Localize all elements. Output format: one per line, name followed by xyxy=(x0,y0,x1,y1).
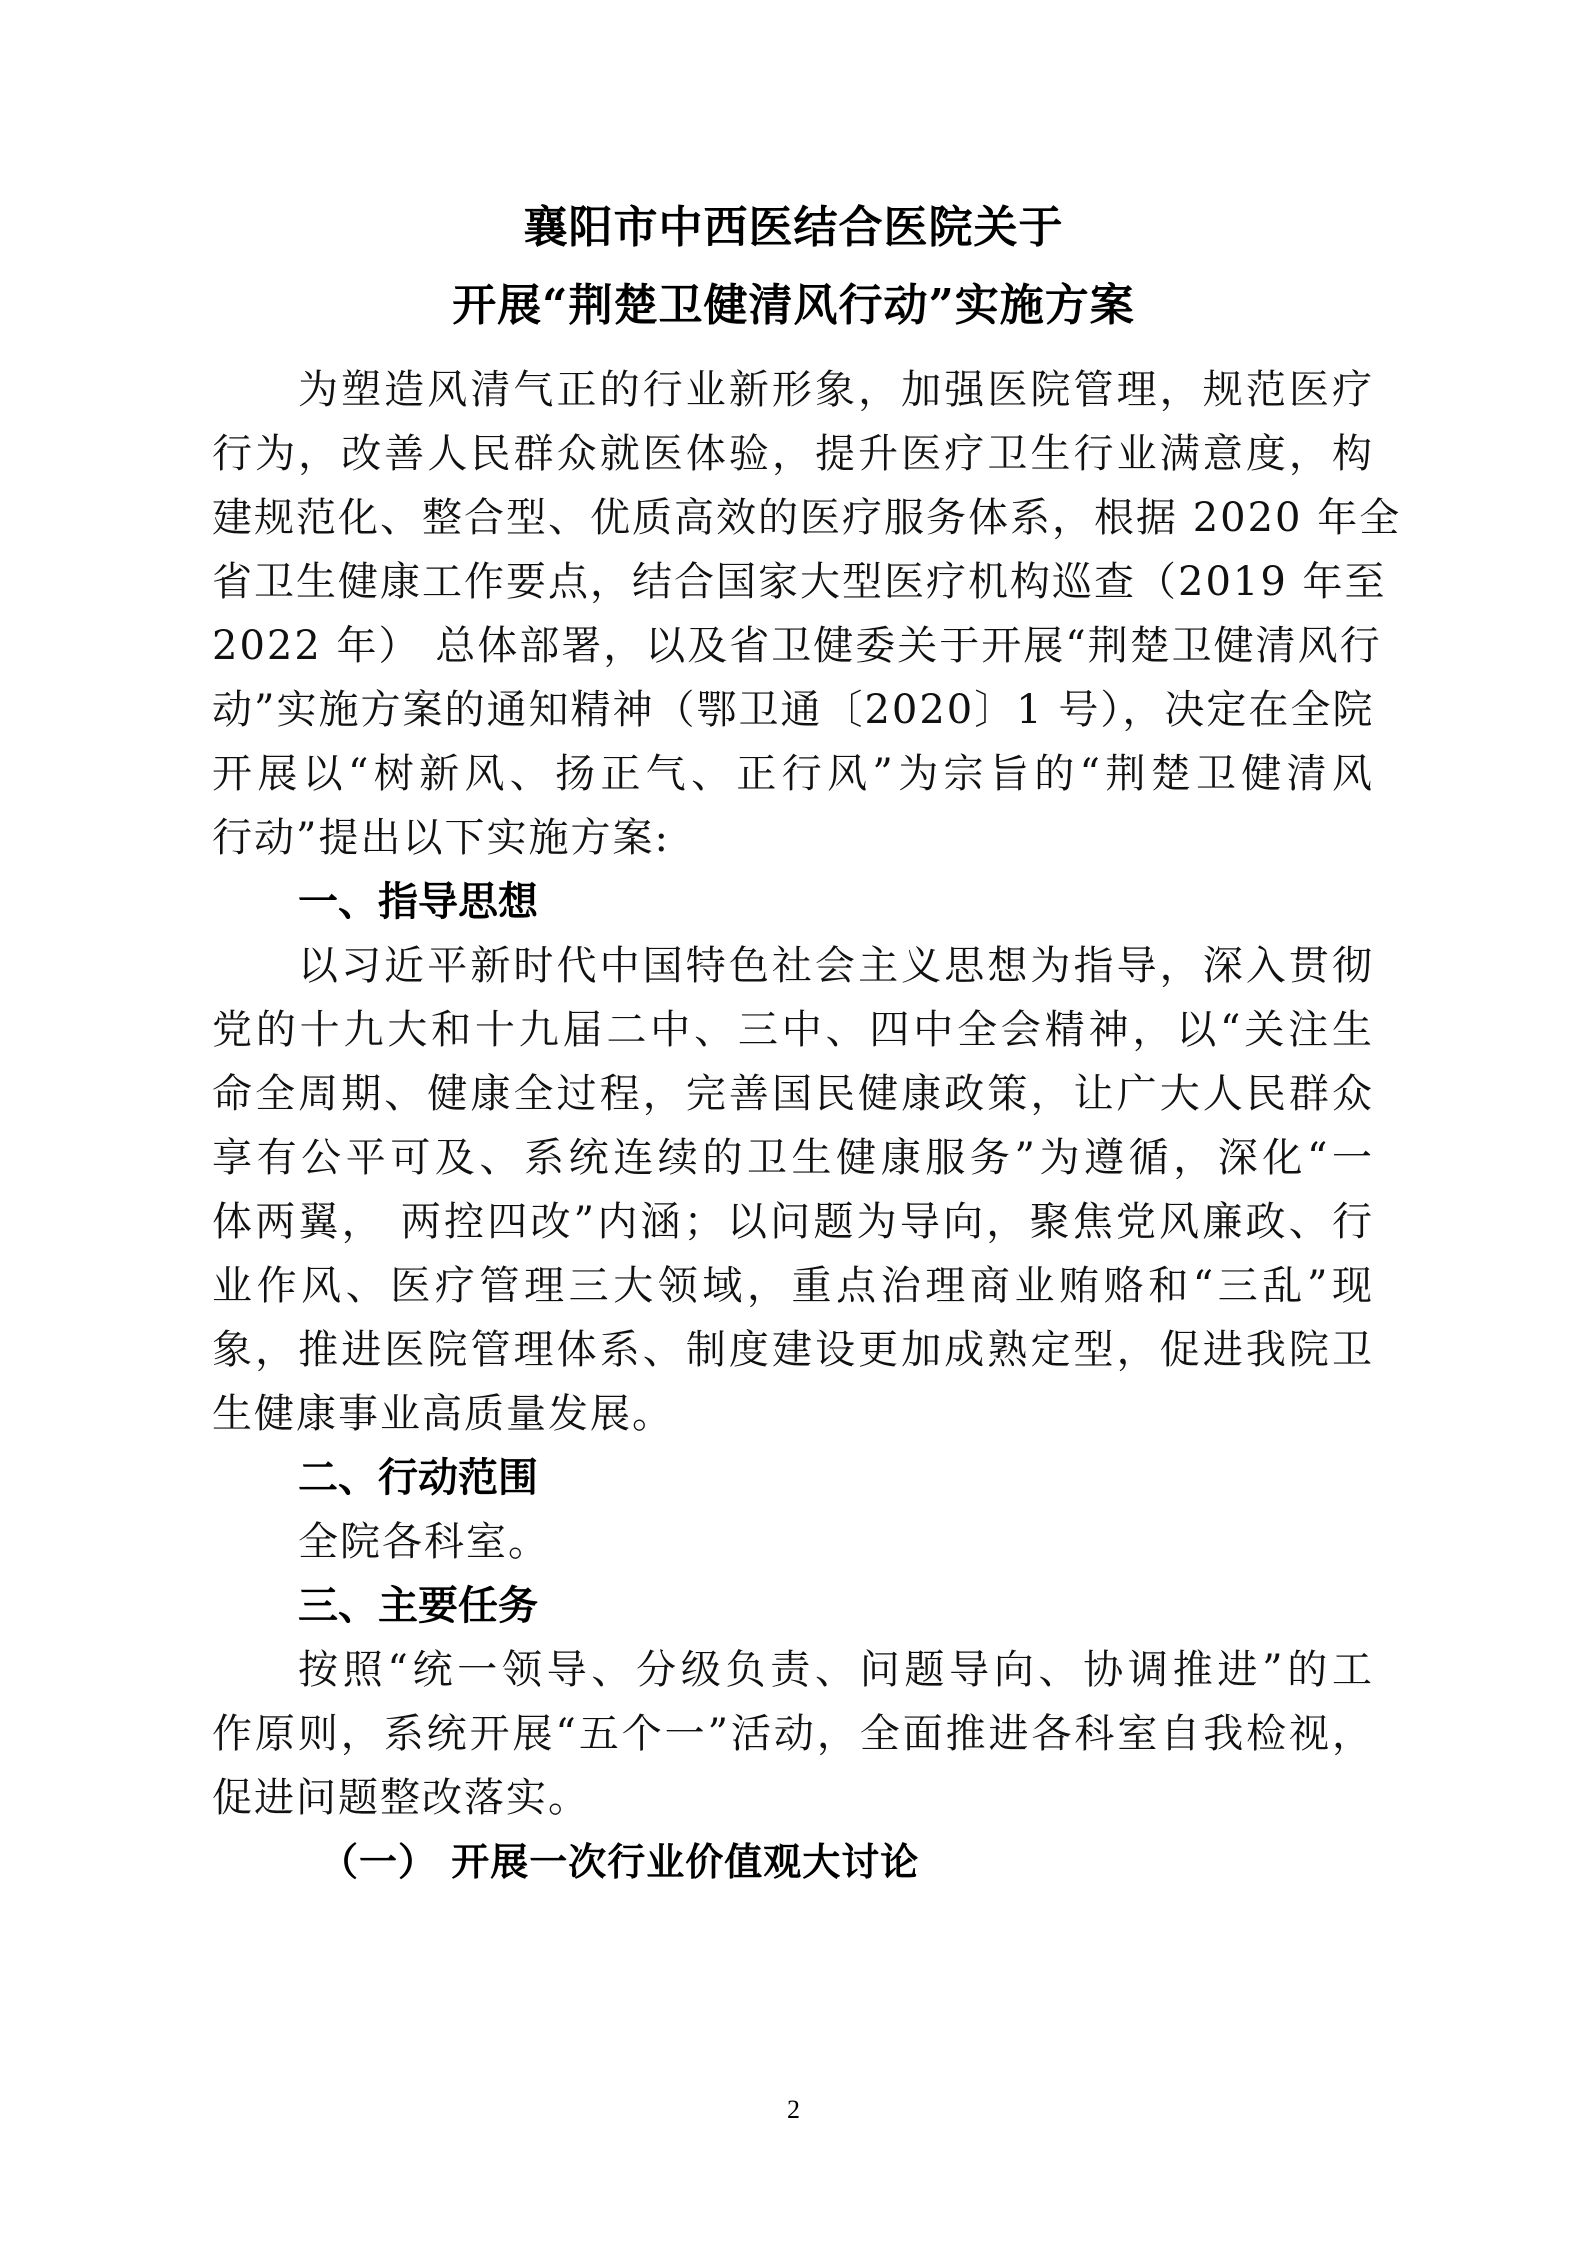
intro-line: 行为，改善人民群众就医体验，提升医疗卫生行业满意度，构 xyxy=(212,431,1374,477)
intro-line: 省卫生健康工作要点，结合国家大型医疗机构巡查（2019 年至 xyxy=(212,559,1387,605)
section1-line: 业作风、医疗管理三大领域，重点治理商业贿赂和“三乱”现 xyxy=(212,1263,1374,1309)
intro-line: 建规范化、整合型、优质高效的医疗服务体系，根据 2020 年全 xyxy=(212,495,1402,541)
section3-line: 作原则，系统开展“五个一”活动，全面推进各科室自我检视， xyxy=(212,1711,1374,1757)
intro-line: 开展以“树新风、扬正气、正行风”为宗旨的“荆楚卫健清风 xyxy=(212,751,1374,797)
intro-line: 为塑造风清气正的行业新形象，加强医院管理，规范医疗 xyxy=(298,367,1374,413)
document-title-line-2: 开展“荆楚卫健清风行动”实施方案 xyxy=(452,280,1135,331)
intro-line: 动”实施方案的通知精神（鄂卫通〔2020〕1 号），决定在全院 xyxy=(212,687,1375,733)
section-heading-main-tasks: 三、主要任务 xyxy=(298,1583,538,1629)
page-number: 2 xyxy=(787,2095,800,2124)
section1-line: 命全周期、健康全过程，完善国民健康政策，让广大人民群众 xyxy=(212,1071,1374,1117)
section1-line: 党的十九大和十九届二中、三中、四中全会精神，以“关注生 xyxy=(212,1007,1374,1053)
section1-line: 体两翼， 两控四改”内涵；以问题为导向，聚焦党风廉政、行 xyxy=(212,1199,1374,1245)
section1-line: 象，推进医院管理体系、制度建设更加成熟定型，促进我院卫 xyxy=(212,1327,1374,1373)
document-title-line-1: 襄阳市中西医结合医院关于 xyxy=(523,202,1064,253)
subsection-heading-values-discussion: （一） 开展一次行业价值观大讨论 xyxy=(320,1839,920,1884)
section1-line: 生健康事业高质量发展。 xyxy=(212,1391,674,1437)
section1-line: 以习近平新时代中国特色社会主义思想为指导，深入贯彻 xyxy=(298,943,1374,989)
section3-line: 按照“统一领导、分级负责、问题导向、协调推进”的工 xyxy=(298,1647,1374,1693)
section3-line: 促进问题整改落实。 xyxy=(212,1775,590,1821)
section-heading-guiding-ideology: 一、指导思想 xyxy=(298,879,538,925)
section2-line: 全院各科室。 xyxy=(298,1519,550,1565)
document-body xyxy=(212,358,1402,1894)
section1-line: 享有公平可及、系统连续的卫生健康服务”为遵循，深化“一 xyxy=(212,1135,1374,1181)
section-heading-action-scope: 二、行动范围 xyxy=(298,1455,538,1501)
intro-line: 行动”提出以下实施方案: xyxy=(212,815,670,861)
intro-line: 2022 年） 总体部署，以及省卫健委关于开展“荆楚卫健清风行 xyxy=(212,623,1382,669)
